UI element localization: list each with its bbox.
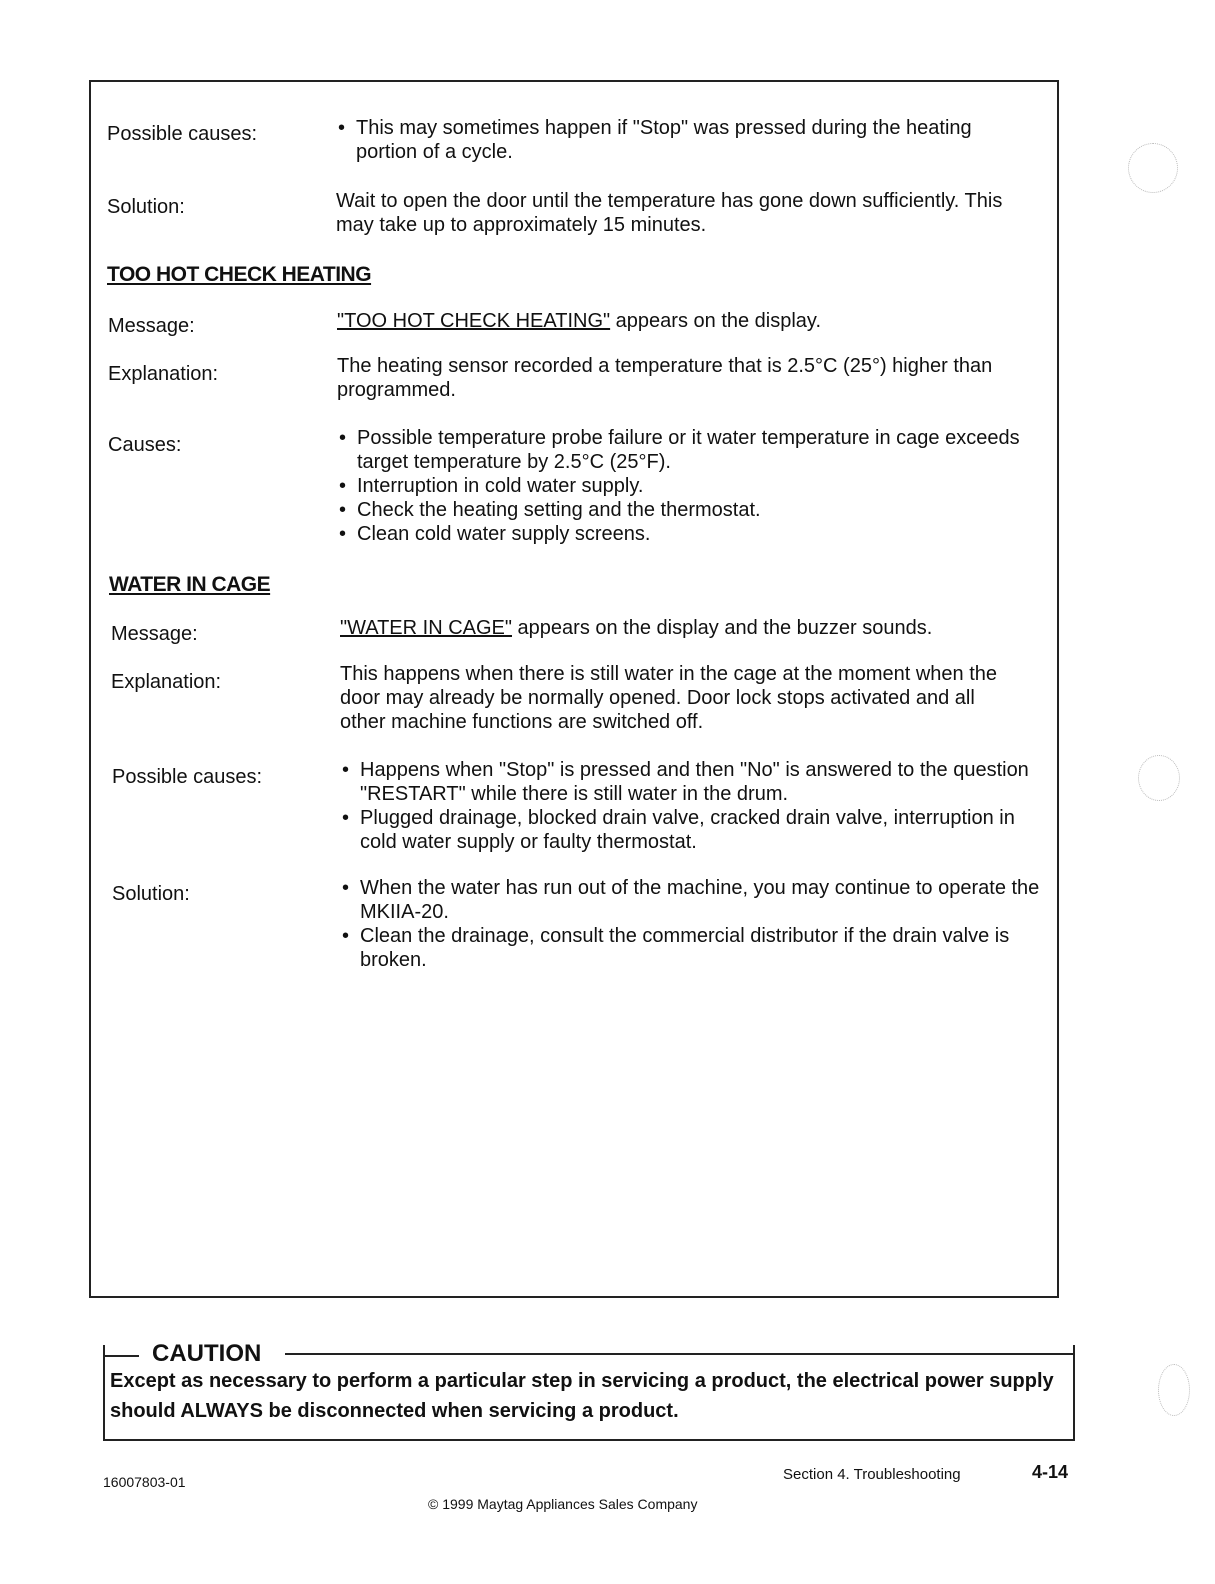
caution-text: Except as necessary to perform a particular step in servicing a product, the electrical power supply should ALWAYS be disconnected when servicing a product. bbox=[110, 1370, 1054, 1422]
list-item: • Interruption in cold water supply. bbox=[337, 474, 1037, 498]
too-hot-message bbox=[337, 309, 1037, 333]
page-number: 4-14 bbox=[1032, 1462, 1069, 1482]
solution-text: Wait to open the door until the temperature has gone down sufficiently. This may take up to approximately 15 minutes. bbox=[336, 190, 1003, 236]
list-item: • Plugged drainage, blocked drain valve, cracked drain valve, interruption in cold water supply or faulty thermostat. bbox=[340, 806, 1030, 854]
binder-hole-mark bbox=[1138, 755, 1180, 801]
message-label: Message: bbox=[108, 315, 195, 337]
possible-causes-label: Possible causes: bbox=[112, 766, 263, 788]
explanation-label: Explanation: bbox=[108, 363, 219, 385]
message-code: "TOO HOT CHECK HEATING" bbox=[337, 310, 611, 332]
list-item: • When the water has run out of the machine, you may continue to operate the MKIIA-20. bbox=[340, 876, 1040, 924]
list-item: • Happens when "Stop" is pressed and then "No" is answered to the question "RESTART" while there is still water in the drum. bbox=[340, 758, 1030, 806]
doc-number: 16007803-01 bbox=[103, 1474, 186, 1490]
list-item: • Clean cold water supply screens. bbox=[337, 522, 1037, 546]
list-item: • This may sometimes happen if "Stop" was pressed during the heating portion of a cycle. bbox=[336, 116, 1026, 164]
too-hot-heading: TOO HOT CHECK HEATING bbox=[107, 263, 372, 286]
possible-causes-list bbox=[336, 116, 1026, 164]
copyright: © 1999 Maytag Appliances Sales Company bbox=[428, 1496, 698, 1512]
solution-label: Solution: bbox=[107, 196, 185, 218]
caution-title: CAUTION bbox=[152, 1340, 262, 1367]
explanation-label: Explanation: bbox=[111, 671, 222, 693]
list-item: • Possible temperature probe failure or it water temperature in cage exceeds target temperature by 2.5°C (25°F). bbox=[337, 426, 1037, 474]
solution-list bbox=[340, 876, 1040, 972]
possible-causes-label: Possible causes: bbox=[107, 123, 258, 145]
message-rest: appears on the display. bbox=[610, 310, 822, 332]
message-rest: appears on the display and the buzzer sounds. bbox=[511, 617, 933, 639]
water-in-cage-message bbox=[340, 616, 1040, 640]
list-item: • Clean the drainage, consult the commercial distributor if the drain valve is broken. bbox=[340, 924, 1040, 972]
explanation-text: This happens when there is still water in the cage at the moment when the door may already be normally opened. Door lock stops activated and all other machine functions are switched off. bbox=[340, 663, 998, 733]
causes-label: Causes: bbox=[108, 434, 182, 456]
list-item: • Check the heating setting and the thermostat. bbox=[337, 498, 1037, 522]
binder-hole-mark bbox=[1158, 1364, 1190, 1416]
explanation-text: The heating sensor recorded a temperature that is 2.5°C (25°) higher than programmed. bbox=[337, 355, 993, 401]
causes-list bbox=[337, 426, 1037, 546]
message-label: Message: bbox=[111, 623, 198, 645]
caution-rule-right bbox=[285, 1353, 1075, 1355]
caution-rule-left bbox=[103, 1355, 139, 1357]
solution-label: Solution: bbox=[112, 883, 190, 905]
possible-causes-list bbox=[340, 758, 1030, 854]
section-label: Section 4. Troubleshooting bbox=[783, 1466, 961, 1483]
binder-hole-mark bbox=[1128, 143, 1178, 193]
message-code: "WATER IN CAGE" bbox=[340, 617, 512, 639]
water-in-cage-heading: WATER IN CAGE bbox=[109, 573, 271, 596]
